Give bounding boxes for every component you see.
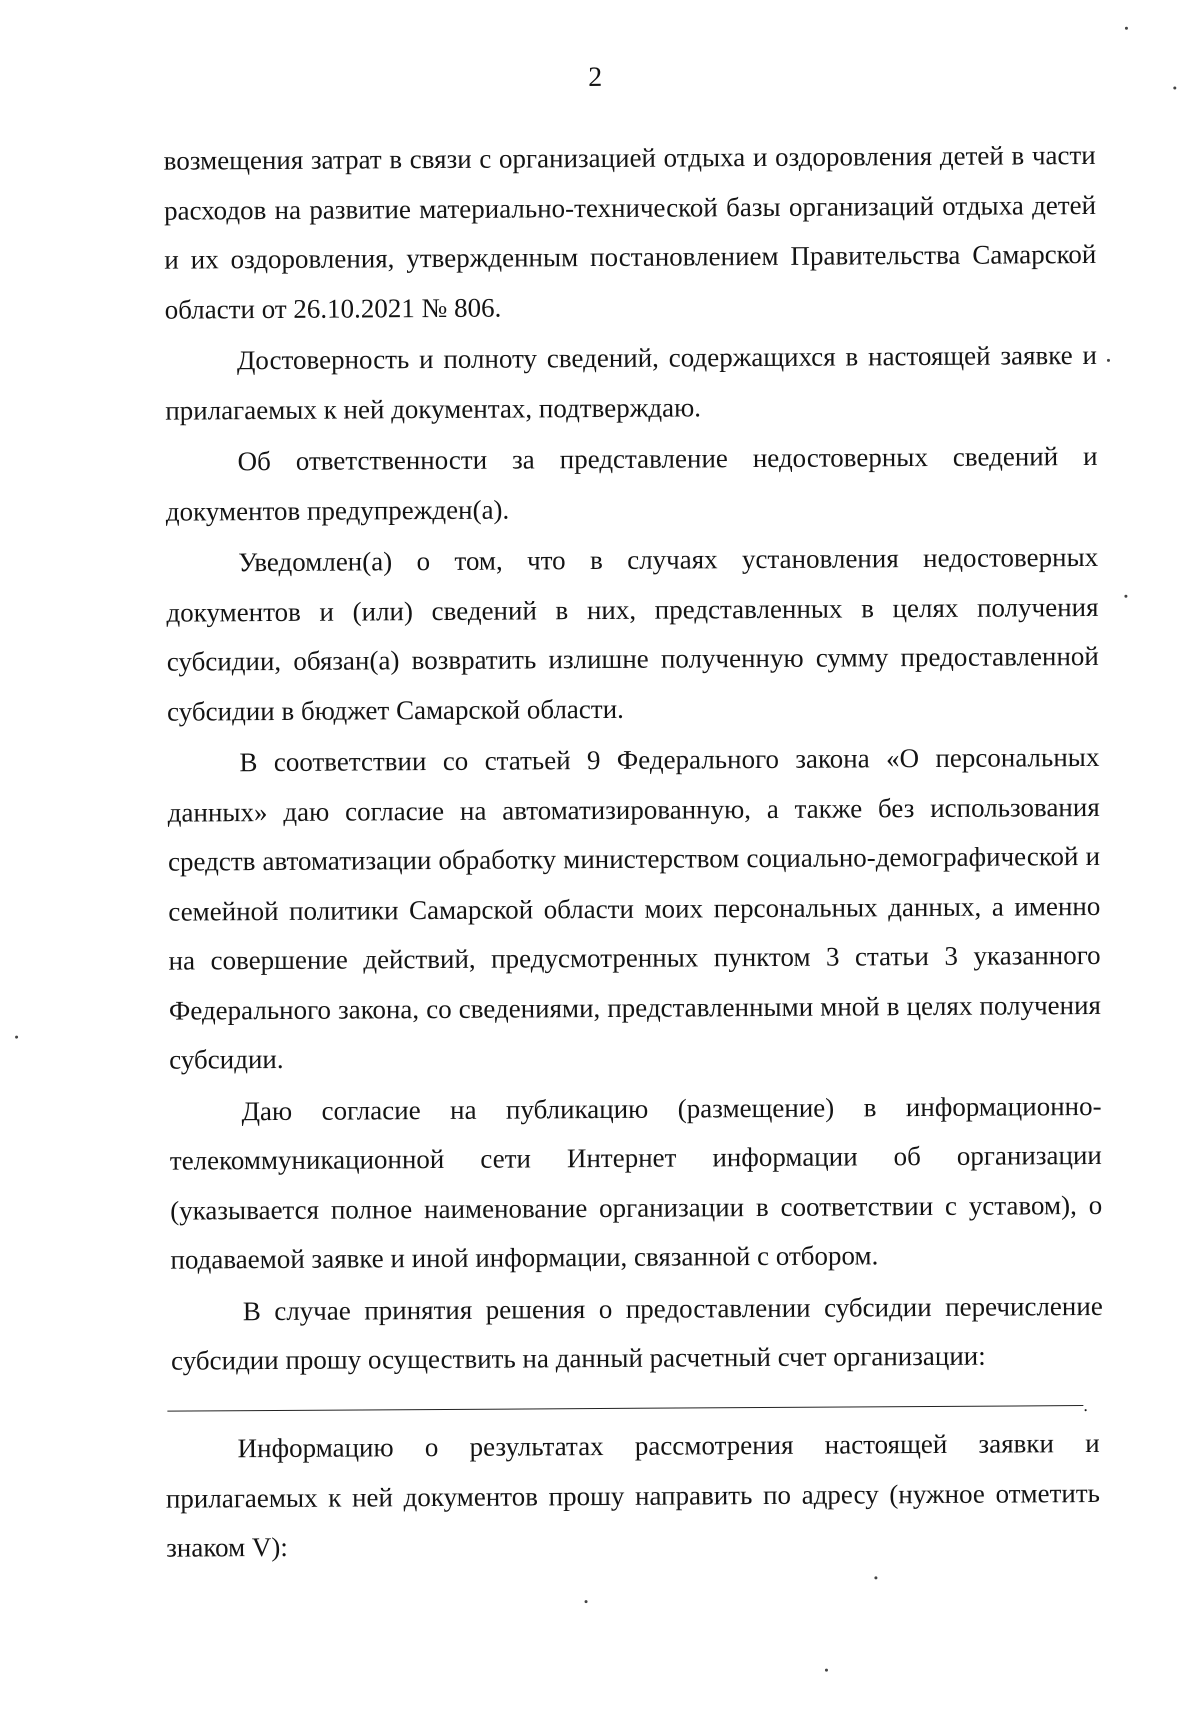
document-body — [164, 131, 1104, 1386]
scan-speck — [1124, 595, 1127, 598]
paragraph-personal-data-consent: В соответствии со статьей 9 Федерального закона «О персональных данных» даю согласие на автоматизированную, а также без использования средств автоматизации обработку министерством социально-демографической и семейной политики Самарской области моих персональных данных, а именно на совершение действий, предусмотренных пунктом 3 статьи 3 указанного Федерального закона, со сведениями, представленными мной в целях получения субсидии. — [167, 741, 1102, 1075]
page-number: 2 — [588, 61, 603, 94]
fill-line-end-dot: . — [1083, 1395, 1088, 1416]
scan-speck — [874, 1576, 877, 1579]
scan-speck — [15, 1036, 18, 1039]
account-fill-line — [167, 1405, 1083, 1412]
paragraph-responsibility: Об ответственности за представление недостоверных сведений и документов предупрежден(а). — [165, 440, 1098, 527]
paragraph-continuation: возмещения затрат в связи с организацией отдыха и оздоровления детей в части расходов на развитие материально-технической базы организаций отдыха детей и их оздоровления, утвержденным постановлением Правительства Самарской области от 26.10.2021 № 806. — [163, 139, 1097, 325]
paragraph-accuracy: Достоверность и полноту сведений, содержащихся в настоящей заявке и прилагаемых к ней документах, подтверждаю. — [165, 339, 1098, 426]
scan-speck — [825, 1669, 828, 1672]
paragraph-result-address: Информацию о результатах рассмотрения настоящей заявки и прилагаемых к ней документов прошу направить по адресу (нужное отметить знаком V): — [165, 1427, 1100, 1563]
scan-speck — [1173, 86, 1176, 89]
paragraph-publication-consent: Даю согласие на публикацию (размещение) в информационно-телекоммуникационной сети Интернет информации об организации (указывается полное наименование организации в соответствии с уставом), о подаваемой заявке и иной информации, связанной с отбором. — [169, 1090, 1103, 1275]
paragraph-bank-account: В случае принятия решения о предоставлении субсидии перечисление субсидии прошу осуществить на данный расчетный счет организации: — [170, 1290, 1103, 1376]
document-body-continued — [165, 1419, 1100, 1573]
scan-speck — [585, 1600, 588, 1603]
paragraph-notice: Уведомлен(а) о том, что в случаях установления недостоверных документов и (или) сведений в них, представленных в целях получения субсидии, обязан(а) возвратить излишне полученную сумму предоставленной субсидии в бюджет Самарской области. — [166, 541, 1099, 727]
scan-speck — [1107, 359, 1110, 362]
scan-speck — [1125, 27, 1128, 30]
